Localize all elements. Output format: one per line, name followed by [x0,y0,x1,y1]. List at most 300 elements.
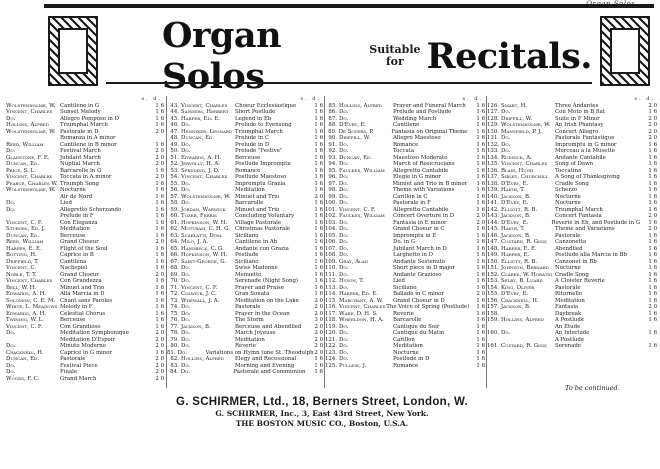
entry-title: Theme with Variations [393,187,455,193]
entry-price: 2 0 [155,128,164,135]
entry-composer: Vincent, Charles [181,174,228,180]
entry-composer: Do. [339,252,349,258]
entry-number: 76. [170,317,179,323]
entry-title: Andante Grazioso [393,271,442,278]
entry-price: 1 6 [155,323,164,330]
entry-price: 1 6 [155,206,164,213]
entry-number: 118. [325,317,338,323]
entry-price: 2 0 [648,102,657,109]
entry-title: Caprice in B [60,252,94,258]
entry-title: Cantilene in B minor [60,141,117,148]
entry-price: 1 6 [314,135,323,141]
entry-price: 1 6 [314,174,323,180]
entry-number: 116. [325,304,338,310]
entry-title: Con Moto in B flat [555,109,606,115]
entry-price: 2 0 [155,174,164,180]
entry-composer: Elliott, R. B. [501,206,538,213]
entry-title: Meditation Symphonique [60,330,129,336]
entry-price: 1 6 [648,278,657,284]
entry-number: 120. [325,330,338,336]
entry-price: 1 6 [476,284,485,291]
entry-composer: Do. [6,115,16,122]
entry-title: Prelude to Evensong [235,122,292,128]
entry-number: 85. [328,102,337,109]
entry-price: 1 6 [314,271,323,278]
entry-title: Jubilant March in D [393,245,447,252]
entry-price: 2 0 [648,226,657,232]
entry-price: 2 0 [648,128,657,135]
entry-price: 1 6 [476,265,485,271]
entry-number: 84. [170,369,179,375]
entry-price: 1 6 [314,362,323,369]
entry-price: 1 6 [476,317,485,323]
entry-title: Nocturne [555,265,581,271]
entry-number: 78. [170,330,179,336]
entry-number: 93. [328,154,337,161]
entry-title: Cantique du Soir [393,323,440,330]
entry-composer: Do. [181,141,191,148]
entry-number: 52. [170,161,179,167]
entry-composer: De Soyers, P. [338,128,374,135]
entry-title: Nuptial March [60,161,100,167]
list-item [6,376,164,383]
entry-title: Barcarolle in G [60,167,102,174]
entry-title: Barcarolle [393,317,422,323]
entry-title: Allegro Maestoso [393,135,441,141]
entry-price: 2 0 [155,375,164,382]
entry-title: Song of Dawn [555,161,594,167]
entry-composer: Harper, E. E. [6,245,42,252]
entry-number: 81. [167,349,176,356]
entry-title: Prelude in D [235,141,270,148]
entry-price: 1 6 [476,258,485,265]
entry-composer: D'Evry, E. [501,200,529,206]
entry-price: 1 6 [648,141,657,148]
entry-title: Grand March [60,375,97,382]
entry-composer: Blair, Hugh [501,167,534,174]
entry-title: Jubilant March [60,154,101,161]
entry-number: 47. [170,128,179,135]
entry-price: 1 6 [476,239,485,245]
entry-composer: Do. [181,122,191,128]
entry-price: 1 6 [648,180,657,187]
entry-composer: Vincent, Charles [181,102,228,109]
entry-number: 83. [170,362,179,369]
entry-title: March Joyeuse [235,330,276,336]
entry-title: Variations on Hymn tune St. Theodulph [205,349,314,356]
entry-composer: D'Evry, E. [339,122,367,128]
entry-price: 1 6 [476,362,485,369]
entry-title: Con Grandioso [60,323,101,330]
entry-composer: Solomon, C. E. M. [6,297,56,304]
entry-number: 86. [328,109,337,115]
entry-price: 1 6 [155,278,164,284]
entry-number: 129. [487,122,500,128]
entry-composer: Bell, W. H. [6,284,37,291]
entry-composer: Do. [181,180,191,187]
entry-title: Barcarolle [235,200,264,206]
entry-title: Minuet and Trio [60,284,105,291]
entry-price: 1 6 [314,219,323,226]
entry-title: Swiss Madonne [235,265,278,271]
entry-title: Canzonetta [555,239,587,245]
entry-title: Carillon [393,336,415,343]
entry-title: Lied [393,278,405,284]
entry-composer: Spedding, J. D. [181,167,220,174]
entry-price: 1 6 [476,271,485,278]
entry-composer: Harper, Ed. E. [181,115,220,122]
entry-number: 140. [487,193,500,200]
entry-title: Toccata [393,148,415,154]
entry-composer: Do. [339,349,349,356]
entry-number: 65. [170,245,179,252]
entry-title: Do. in G [393,239,416,245]
entry-price: 1 6 [476,109,485,115]
entry-composer: Do. [6,148,16,154]
entry-title: Fantasia in E minor [393,219,447,226]
entry-composer: Vincent, C. [6,265,37,271]
entry-composer: Do. [501,330,511,336]
entry-title: An Etude [555,323,581,330]
list-item [325,363,485,370]
entry-price: 1 6 [314,115,323,122]
entry-number: 90. [328,135,337,141]
ornament-right-icon [600,16,650,86]
entry-composer: Reed, William [6,239,44,245]
entry-composer: Saint-George, G. [181,258,227,265]
entry-composer: Johnson, Bernard [501,265,549,271]
entry-composer: Do. [180,369,191,375]
entry-composer: Do. [501,148,511,154]
entry-composer: Jervolly, H. A. [181,161,220,167]
entry-price: 1 6 [648,219,657,226]
entry-price: 1 6 [155,258,164,265]
entry-composer: Harper, Ed. E. [339,291,378,297]
entry-composer: Wolstenholme, W. [6,128,56,135]
entry-composer: Do. [501,141,511,148]
entry-number: 158. [487,310,500,317]
entry-price: 1 6 [648,161,657,167]
entry-price: 2 0 [648,115,657,122]
entry-number: 94. [328,161,337,167]
catalog-list [6,96,660,388]
entry-composer: Price, S. L. [6,167,36,174]
entry-composer: Do. [339,271,349,278]
entry-composer: Milo, J. A. [181,239,209,245]
entry-price: 2 0 [314,323,323,330]
entry-composer: Do. [6,362,16,369]
entry-title: Reverie [393,310,414,317]
entry-price: 1 6 [314,258,323,265]
entry-title: Caprice in G minor [60,349,113,356]
entry-title: Celestial Chorus [60,310,106,317]
entry-title: A Song of Thanksgiving [555,174,620,180]
entry-title: Nocturne [555,200,581,206]
entry-number: 67. [170,258,179,265]
entry-composer: Sibley, Churchill [501,174,549,180]
entry-price: 1 6 [314,213,323,219]
entry-title: Andante Cantabile [555,154,606,161]
entry-number: 53. [170,167,179,174]
publisher-boston: THE BOSTON MUSIC CO., Boston, U.S.A. [235,419,409,428]
entry-title: Maestoso Moderato [393,154,448,161]
entry-number: 145. [487,226,500,232]
entry-title: Grand Choeur in D [393,297,445,304]
entry-number: 43. [170,102,179,109]
entry-composer: Cracknell, H. [6,349,44,356]
entry-price: 1 6 [648,252,657,258]
entry-number: 126. [487,102,500,109]
entry-price: 1 6 [155,180,164,187]
entry-title: Larghetto in D [393,252,434,258]
entry-title: Pastorale [235,304,261,310]
entry-number: 60. [170,213,179,219]
entry-number: 62. [170,226,179,232]
entry-number: 92. [328,148,337,154]
entry-number: 63. [170,232,179,239]
entry-price: 1 6 [476,245,485,252]
entry-title: Suite in F Minor [555,115,600,122]
entry-title: Theme and Variations [555,226,615,232]
entry-title: Pastorale in D [60,128,99,135]
entry-number: 109. [325,258,338,265]
entry-price: 1 6 [155,252,164,258]
entry-price: 1 6 [476,180,486,187]
entry-title: Fantasia [555,304,579,310]
entry-number: 133. [487,148,500,154]
entry-title: Prelude and Postlude [393,109,452,115]
entry-composer: Do. [339,239,349,245]
entry-price: 1 6 [155,200,164,206]
entry-price: 2 0 [476,291,485,297]
entry-price: 2 0 [155,148,164,154]
entry-price: 1 6 [476,161,485,167]
entry-composer: Jackson, B. [501,213,531,219]
entry-price: 1 6 [648,193,657,200]
entry-title: Grand Choeur in C [393,226,445,232]
entry-title: Cantilene in G [60,102,100,109]
entry-number: 57. [170,193,179,200]
entry-number: 119. [325,323,338,330]
entry-composer: Duncan, Ed. [339,154,372,161]
entry-number: 99. [328,193,337,200]
entry-title: Impromptu Grazia [235,180,286,187]
entry-title: Melody in F [60,304,93,310]
entry-price: 2 0 [648,122,657,128]
entry-composer: Hyson, T. [339,278,364,284]
entry-title: A Cloister Reverie [555,278,605,284]
entry-composer: Do. [339,193,349,200]
entry-price: 1 6 [476,323,485,330]
entry-price: 1 6 [648,200,657,206]
entry-composer: Duncan, Ed. [6,232,39,239]
corner-text: Organ Solos. [586,0,638,8]
entry-number: 160. [487,330,500,336]
entry-composer: Vincent, Charles [6,109,53,115]
entry-title: Meditation [60,226,90,232]
entry-title: Pastorale Fantastique [555,135,615,141]
entry-price: 1 6 [476,252,485,258]
entry-price: 1 6 [648,271,657,278]
publisher-footer [142,396,502,428]
entry-number: 108. [325,252,338,258]
entry-composer: Colwick, J. C. [181,291,217,297]
entry-price: 1 6 [476,336,485,343]
entry-price: 2 0 [155,154,164,161]
entry-composer: Whewall, J. A. [181,297,220,304]
entry-price: 1 6 [314,154,323,161]
entry-title: Siciliano [235,232,259,239]
entry-title: Siciliano [393,284,417,291]
entry-number: 61. [170,219,179,226]
entry-title: Nocturne [555,193,581,200]
entry-number: 82. [170,356,179,362]
entry-price: 1 6 [476,297,485,304]
entry-title: Prayer and Praise [235,284,284,291]
entry-price: 1 6 [155,102,164,109]
entry-composer: Wolstenholme, W. [501,122,551,128]
entry-title: Postlude Maestoso [235,174,287,180]
entry-number: 141. [487,200,500,206]
entry-title: Triumphal March [235,128,283,135]
entry-title: Concert Overture in D [393,213,455,219]
entry-title: Concluding Voluntary [235,213,295,219]
entry-price: 1 6 [155,122,164,128]
entry-composer: Woods, F. C. [6,375,40,382]
entry-price: 1 6 [155,187,164,193]
entry-number: 48. [170,135,179,141]
entry-composer: Do. [338,180,349,187]
entry-composer: Mansfield, P. J. [501,128,542,135]
entry-price: 1 6 [648,343,657,349]
entry-title: Postlude in D [393,356,430,362]
entry-composer: Gray, Alan [339,258,369,265]
entry-title: Impromptu in E [393,232,437,239]
entry-title: Romanza in A minor [60,135,116,141]
entry-composer: Henniker, Leonard [181,128,232,135]
entry-title: Concert Allegro [555,128,599,135]
entry-composer: Vincent, C. F. [339,206,376,213]
entry-price: 1 6 [155,349,164,356]
entry-price: 1 6 [476,148,485,154]
entry-price: 1 6 [648,245,657,252]
entry-composer: Do. [501,135,511,141]
entry-price: 1 6 [476,356,485,362]
publisher-london: G. SCHIRMER, Ltd., 18, Berners Street, London, W. [175,396,468,408]
entry-number: 131. [487,135,500,141]
entry-price: 1 6 [314,291,323,297]
entry-title: Cradle Song [555,271,589,278]
entry-price: 1 6 [314,180,323,187]
entry-price: 1 6 [155,226,164,232]
entry-title: Short Postlude [235,109,276,115]
continued-note: To be continued. [565,384,620,392]
entry-composer: Do. [339,115,349,122]
entry-title: Morning and Evening [235,362,295,369]
entry-title: Minuet and Trio [235,206,280,213]
entry-composer: King, Oliver [501,284,535,291]
entry-title: Morceau a la Musette [555,148,615,154]
header-rule [106,82,592,84]
entry-title: Scherzo [555,187,578,193]
entry-title: Allegro Pomposo in D [60,115,119,122]
entry-number: 130. [487,128,500,135]
entry-number: 80. [170,343,179,349]
list-item [167,369,323,376]
entry-title: Cantilene in Ab [235,239,278,245]
entry-price: 2 0 [314,193,323,200]
entry-composer: Jackson, B. [181,323,211,330]
entry-title: A Postlude [555,336,585,343]
entry-title: Nocturne [60,187,86,193]
entry-price: 2 0 [648,304,657,310]
entry-number: 155. [487,291,500,297]
entry-composer: Do. [181,362,191,369]
entry-price: 1 6 [476,343,485,349]
entry-title: Berceuse [60,232,86,239]
entry-title: Ritornello [555,291,583,297]
entry-price: 1 6 [314,141,323,148]
entry-price: 1 6 [476,135,485,141]
entry-price: 2 0 [648,213,657,219]
entry-price: 1 6 [314,122,323,128]
entry-price: 1 6 [155,193,164,200]
entry-price: 2 0 [155,343,164,349]
entry-composer: Vincent, C. F. [6,323,43,330]
entry-composer: Do. [339,356,349,362]
entry-number: 77. [170,323,179,330]
catalog-column [486,96,657,388]
entry-title: Chant sans Paroles [60,297,113,304]
entry-price: 1 6 [155,115,164,122]
entry-price: 2 0 [155,330,164,336]
entry-composer: Cracknell, H. [501,297,539,304]
entry-number: 89. [328,128,337,135]
entry-price: 1 6 [155,265,164,271]
title-mid-1: Suitable [369,43,421,56]
entry-composer: Do. [181,187,191,193]
entry-composer: Duncan, Ed. [6,161,39,167]
entry-composer: Wolstenholme, W. [6,187,56,193]
entry-price: 1 6 [155,284,164,291]
entry-number: 149. [487,252,500,258]
entry-composer: Noble, T. T. [6,271,37,278]
entry-number: 64. [170,239,179,245]
entry-composer: Duncan, Ed. [181,135,214,141]
entry-number: 75. [170,310,179,317]
entry-price: 1 6 [155,304,164,310]
entry-title: Christmas Pastorale [235,226,291,232]
entry-composer: Vincent, Charles [339,304,386,310]
entry-price: 1 6 [648,291,657,297]
entry-title: Elegie in G minor [393,174,441,180]
entry-title: Nocturne [393,349,419,356]
entry-number: 96. [328,174,337,180]
entry-composer: Do. [181,330,191,336]
entry-title: Berceuse [60,317,86,323]
entry-composer: Jackson, B. [501,193,531,200]
entry-title: Triumphal March [60,122,108,128]
entry-title: Meditation D'Espoir [60,336,116,343]
entry-title: Berceuse and Abendlied [235,323,302,330]
entry-composer: Do. [181,304,191,310]
entry-number: 101. [325,206,338,213]
catalog-column [324,96,485,388]
entry-price: 1 6 [314,161,323,167]
page-title [162,15,592,97]
entry-title: Meditation on the Lake [235,297,299,304]
entry-number: 152. [487,271,500,278]
